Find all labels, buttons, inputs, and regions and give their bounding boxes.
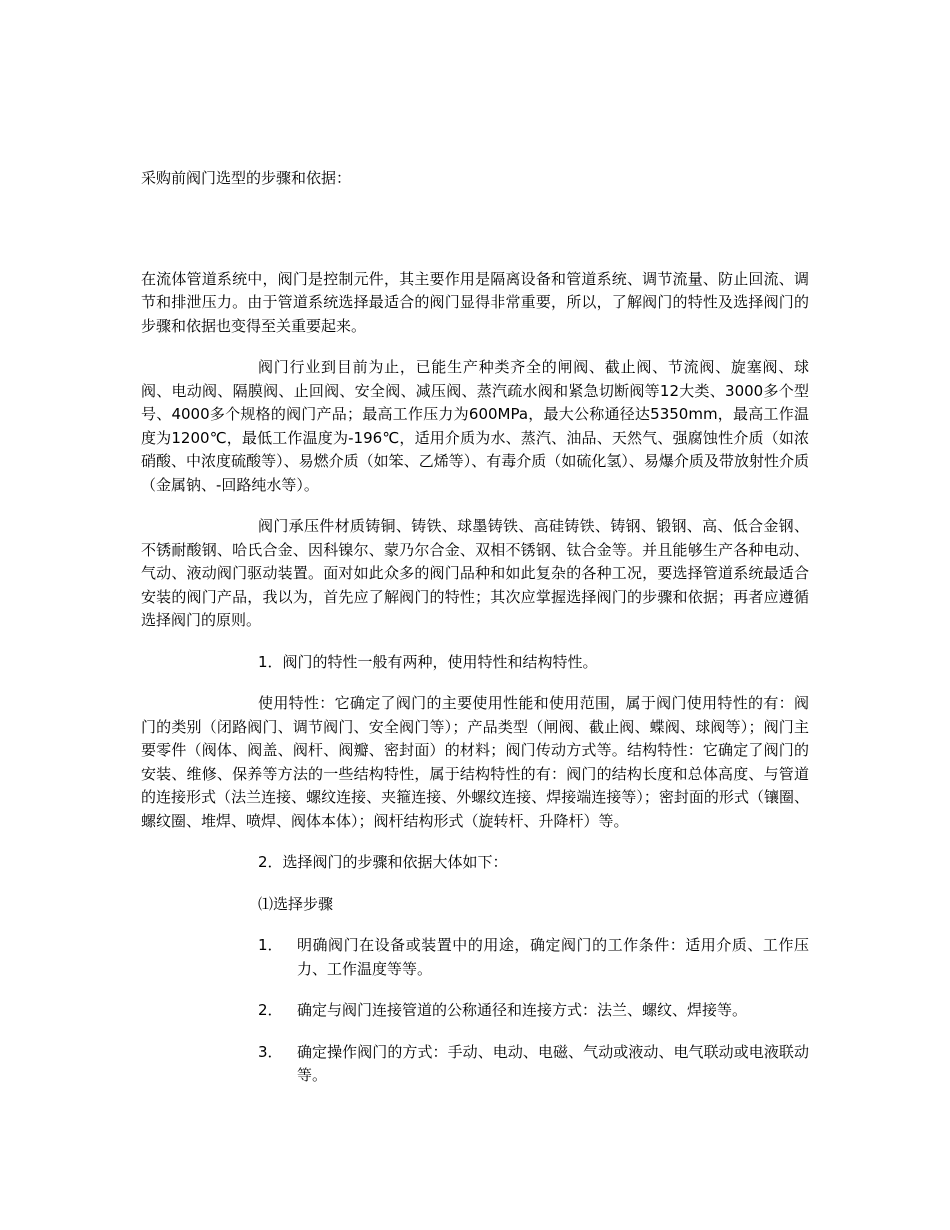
- list-item-text: 确定与阀门连接管道的公称通径和连接方式：法兰、螺纹、焊接等。: [297, 1001, 748, 1019]
- materials-paragraph: 阀门承压件材质铸铜、铸铁、球墨铸铁、高硅铸铁、铸钢、锻钢、高、低合金钢、不锈耐酸钢、哈氏合金、因科镍尔、蒙乃尔合金、双相不锈钢、钛合金等。并且能够生产各种电动、气动、液动阀门驱动装置。面对如此众多的阀门品种和如此复杂的各种工况，要选择管道系统最适合安装的阀门产品，我以为，首先应了解阀门的特性；其次应掌握选择阀门的步骤和依据；再者应遵循选择阀门的原则。: [141, 517, 809, 629]
- list-item: [141, 1041, 809, 1088]
- industry-paragraph: 阀门行业到目前为止，已能生产种类齐全的闸阀、截止阀、节流阀、旋塞阀、球阀、电动阀、隔膜阀、止回阀、安全阀、减压阀、蒸汽疏水阀和紧急切断阀等12大类、3000多个型号、4000多个规格的阀门产品；最高工作压力为600MPa，最大公称通径达5350mm，最高工作温度为1200℃，最低工作温度为-196℃，适用介质为水、蒸汽、油品、天然气、强腐蚀性介质（如浓硝酸、中浓度硫酸等）、易燃介质（如笨、乙烯等）、有毒介质（如硫化氢）、易爆介质及带放射性介质（金属钠、-回路纯水等）。: [141, 358, 809, 494]
- list-item-number: 2．: [258, 1001, 283, 1019]
- document-title: 采购前阀门选型的步骤和依据：: [141, 169, 352, 187]
- document-body: [141, 167, 809, 1106]
- section-heading-characteristics: 1．阀门的特性一般有两种，使用特性和结构特性。: [258, 652, 598, 671]
- characteristics-paragraph: 使用特性：它确定了阀门的主要使用性能和使用范围，属于阀门使用特性的有：阀门的类别（闭路阀门、调节阀门、安全阀门等）；产品类型（闸阀、截止阀、蝶阀、球阀等）；阀门主要零件（阀体、阀盖、阀杆、阀瓣、密封面）的材料；阀门传动方式等。结构特性：它确定了阀门的安装、维修、保养等方法的一些结构特性，属于结构特性的有：阀门的结构长度和总体高度、与管道的连接形式（法兰连接、螺纹连接、夹箍连接、外螺纹连接、焊接端连接等）；密封面的形式（镶圈、螺纹圈、堆焊、喷焊、阀体本体）；阀杆结构形式（旋转杆、升降杆）等。: [141, 694, 809, 830]
- intro-paragraph: 在流体管道系统中，阀门是控制元件，其主要作用是隔离设备和管道系统、调节流量、防止回流、调节和排泄压力。由于管道系统选择最适合的阀门显得非常重要，所以，了解阀门的特性及选择阀门的步骤和依据也变得至关重要起来。: [141, 269, 809, 335]
- section-heading-steps: 2．选择阀门的步骤和依据大体如下：: [258, 853, 508, 871]
- list-item-text: 明确阀门在设备或装置中的用途，确定阀门的工作条件：适用介质、工作压力、工作温度等等。: [297, 936, 809, 978]
- list-item-number: 1．: [258, 936, 283, 954]
- subsection-heading-selection-steps: ⑴选择步骤: [258, 894, 334, 913]
- list-item: [141, 934, 809, 981]
- selection-steps-list: [141, 934, 809, 1088]
- list-item-number: 3．: [258, 1042, 283, 1061]
- list-item: [141, 999, 809, 1023]
- list-item-text: 确定操作阀门的方式：手动、电动、电磁、气动或液动、电气联动或电液联动等。: [297, 1042, 809, 1084]
